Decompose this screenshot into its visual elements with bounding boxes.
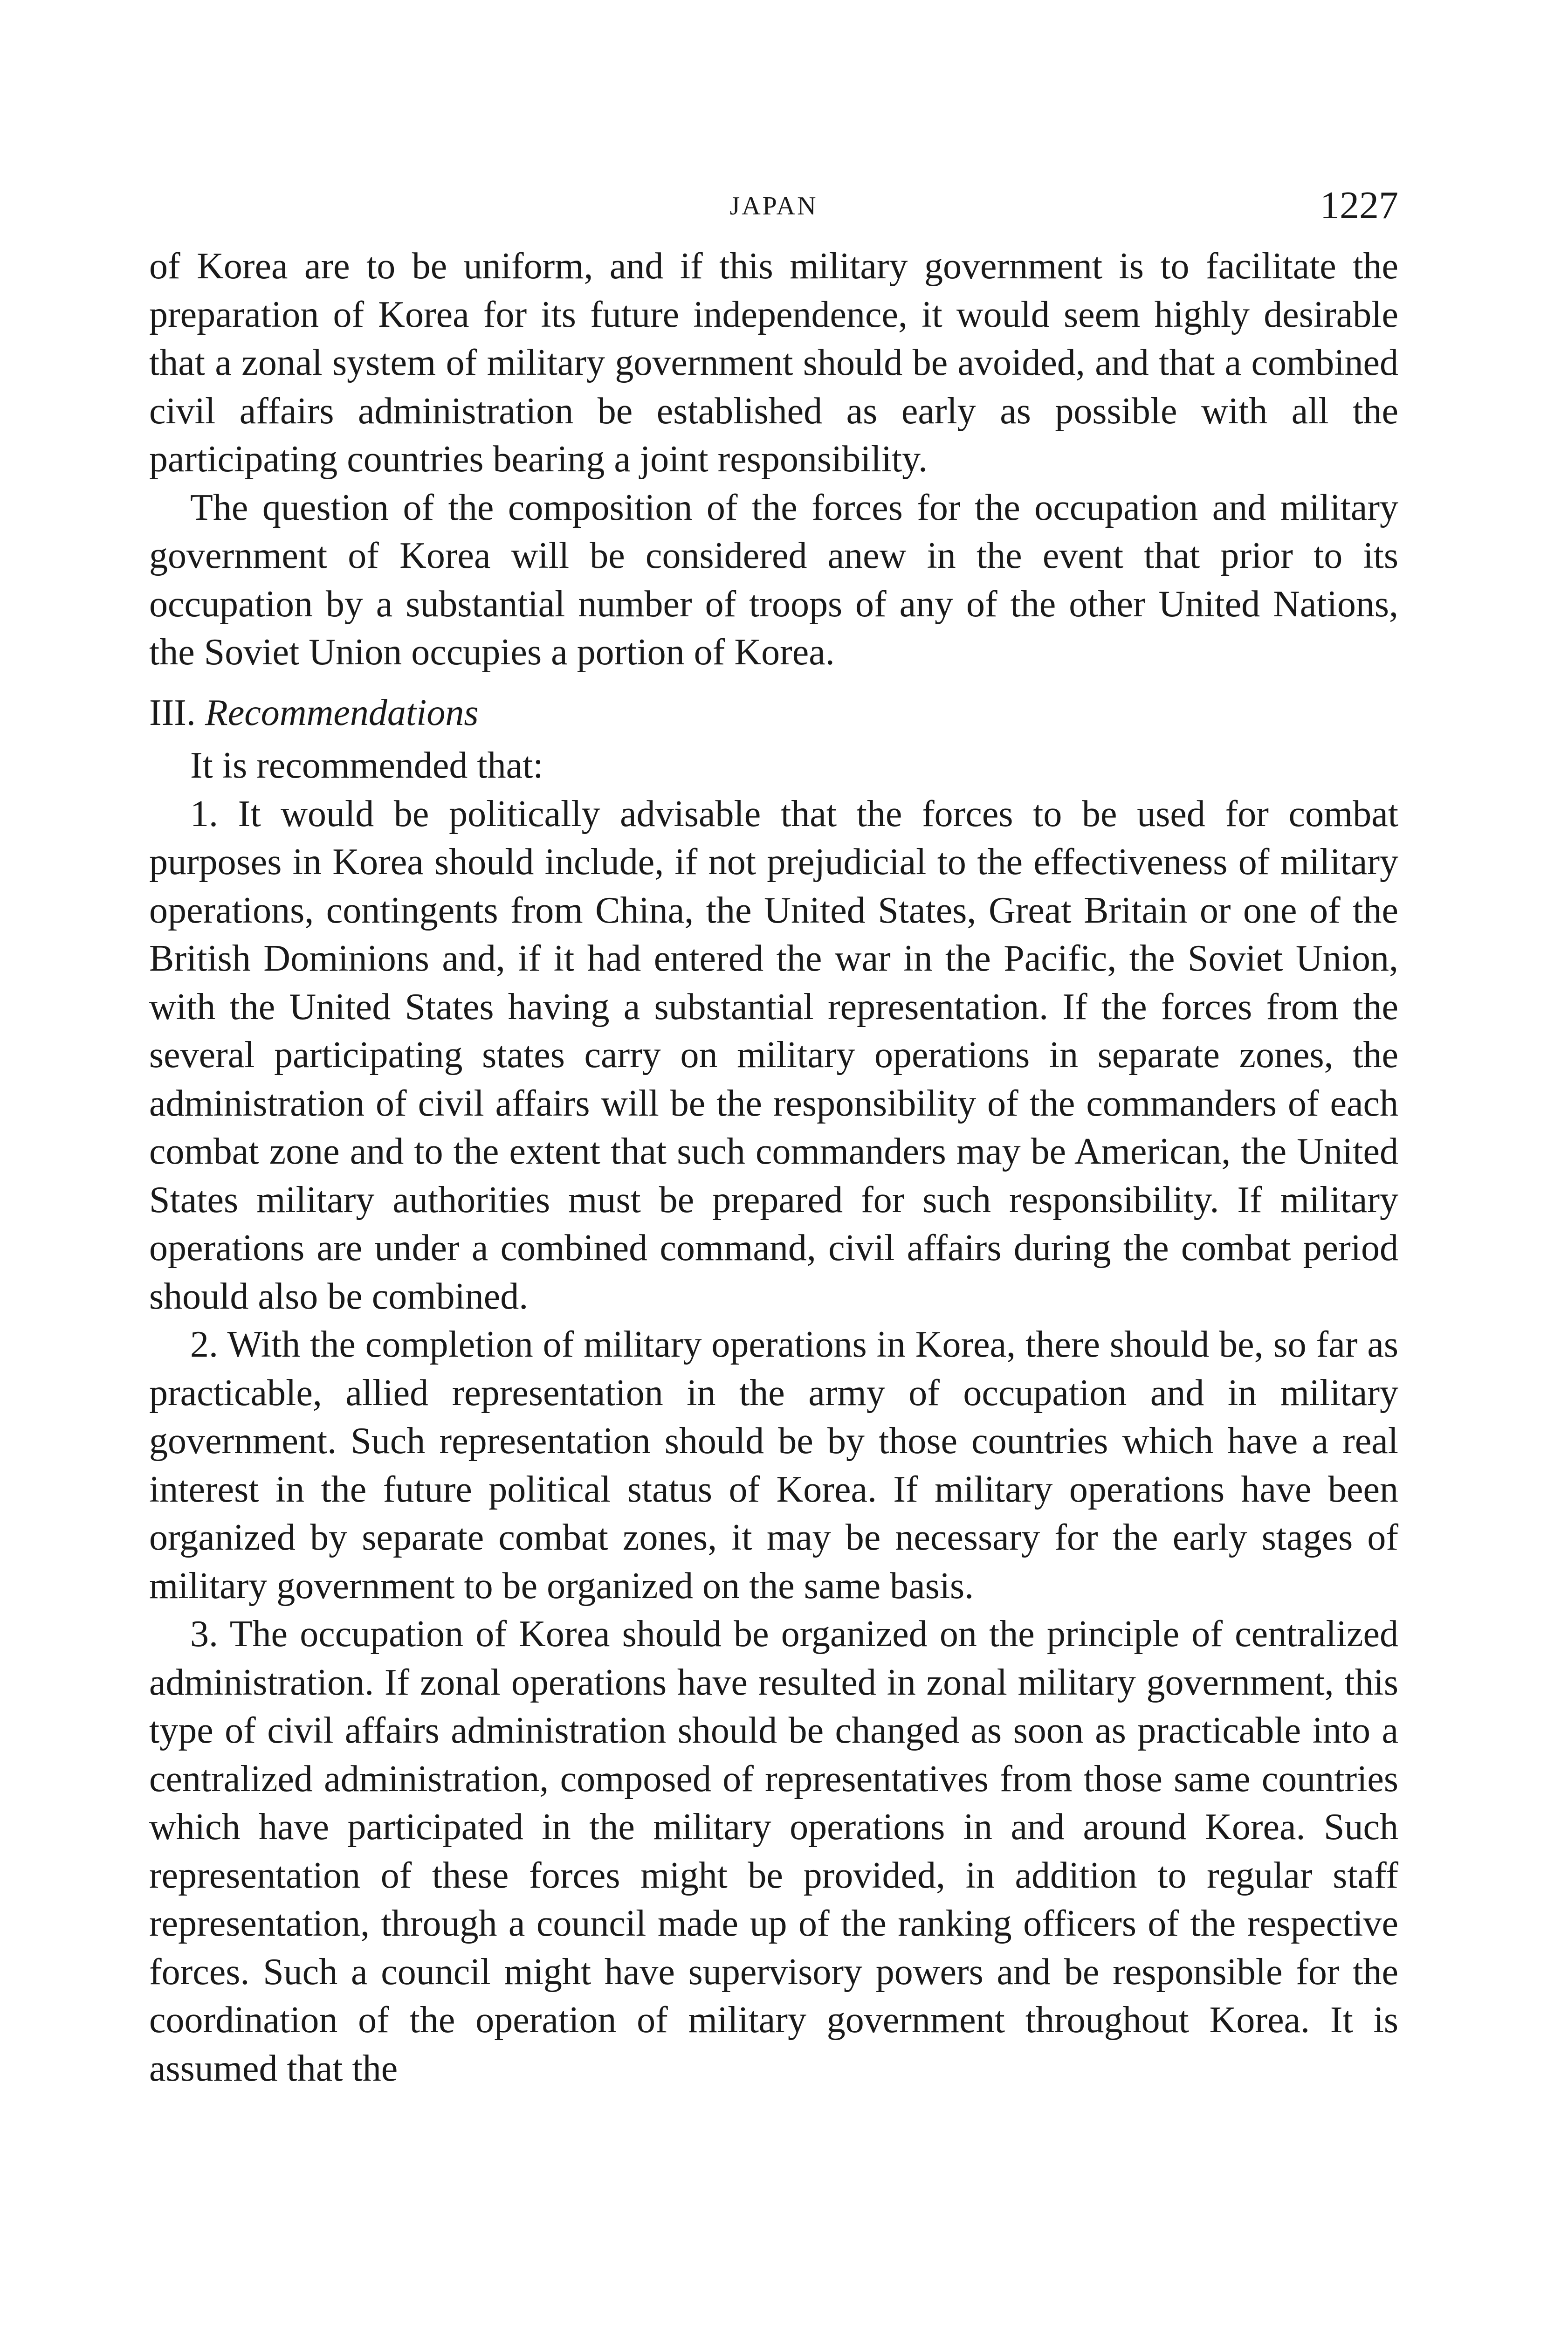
page-number: 1227 (1320, 184, 1398, 227)
running-title: JAPAN (729, 192, 818, 221)
document-page (149, 186, 1398, 2093)
section-heading (149, 689, 1398, 738)
section-number: III. (149, 692, 196, 733)
recommendations-intro: It is recommended that: (190, 745, 543, 786)
recommendation-2: 2. With the completion of military operations in Korea, there should be, so far as practicable, allied representation in the army of occupation and in military government. Such representation should be by those countries which have a real interest in the future political status of Korea. If military operations have been organized by separate combat zones, it may be necessary for the early stages of military government to be organized on the same basis. (149, 1324, 1398, 1607)
recommendation-3: 3. The occupation of Korea should be organized on the principle of centralized administration. If zonal operations have resulted in zonal military government, this type of civil affairs administration should be changed as soon as practicable into a centralized administration, composed of representatives from those same countries which have participated in the military operations in and around Korea. Such representation of these forces might be provided, in addition to regular staff representation, through a council made up of the ranking officers of the respective forces. Such a council might have supervisory powers and be responsible for the coordination of the operation of military government throughout Korea. It is assumed that the (149, 1614, 1398, 2089)
continuation-paragraph: of Korea are to be uniform, and if this military government is to facilitate the preparation of Korea for its future independence, it would seem highly desirable that a zonal system of military government should be avoided, and that a combined civil affairs administration be established as early as possible with all the participating countries bearing a joint responsibility. (149, 246, 1398, 480)
composition-paragraph: The question of the composition of the forces for the occupation and military government of Korea will be considered anew in the event that prior to its occupation by a substantial number of troops of any of the other United Nations, the Soviet Union occupies a portion of Korea. (149, 487, 1398, 673)
section-title: Recommendations (205, 692, 479, 733)
running-header (149, 186, 1398, 242)
recommendation-1: 1. It would be politically advisable that the forces to be used for combat purposes in Korea should include, if not prejudicial to the effectiveness of military operations, contingents from China, the United States, Great Britain or one of the British Dominions and, if it had entered the war in the Pacific, the Soviet Union, with the United States having a substantial representation. If the forces from the several participating states carry on military operations in separate zones, the administration of civil affairs will be the responsibility of the commanders of each combat zone and to the extent that such commanders may be American, the United States military authorities must be prepared for such responsibility. If military operations are under a combined command, civil affairs during the combat period should also be combined. (149, 793, 1398, 1317)
